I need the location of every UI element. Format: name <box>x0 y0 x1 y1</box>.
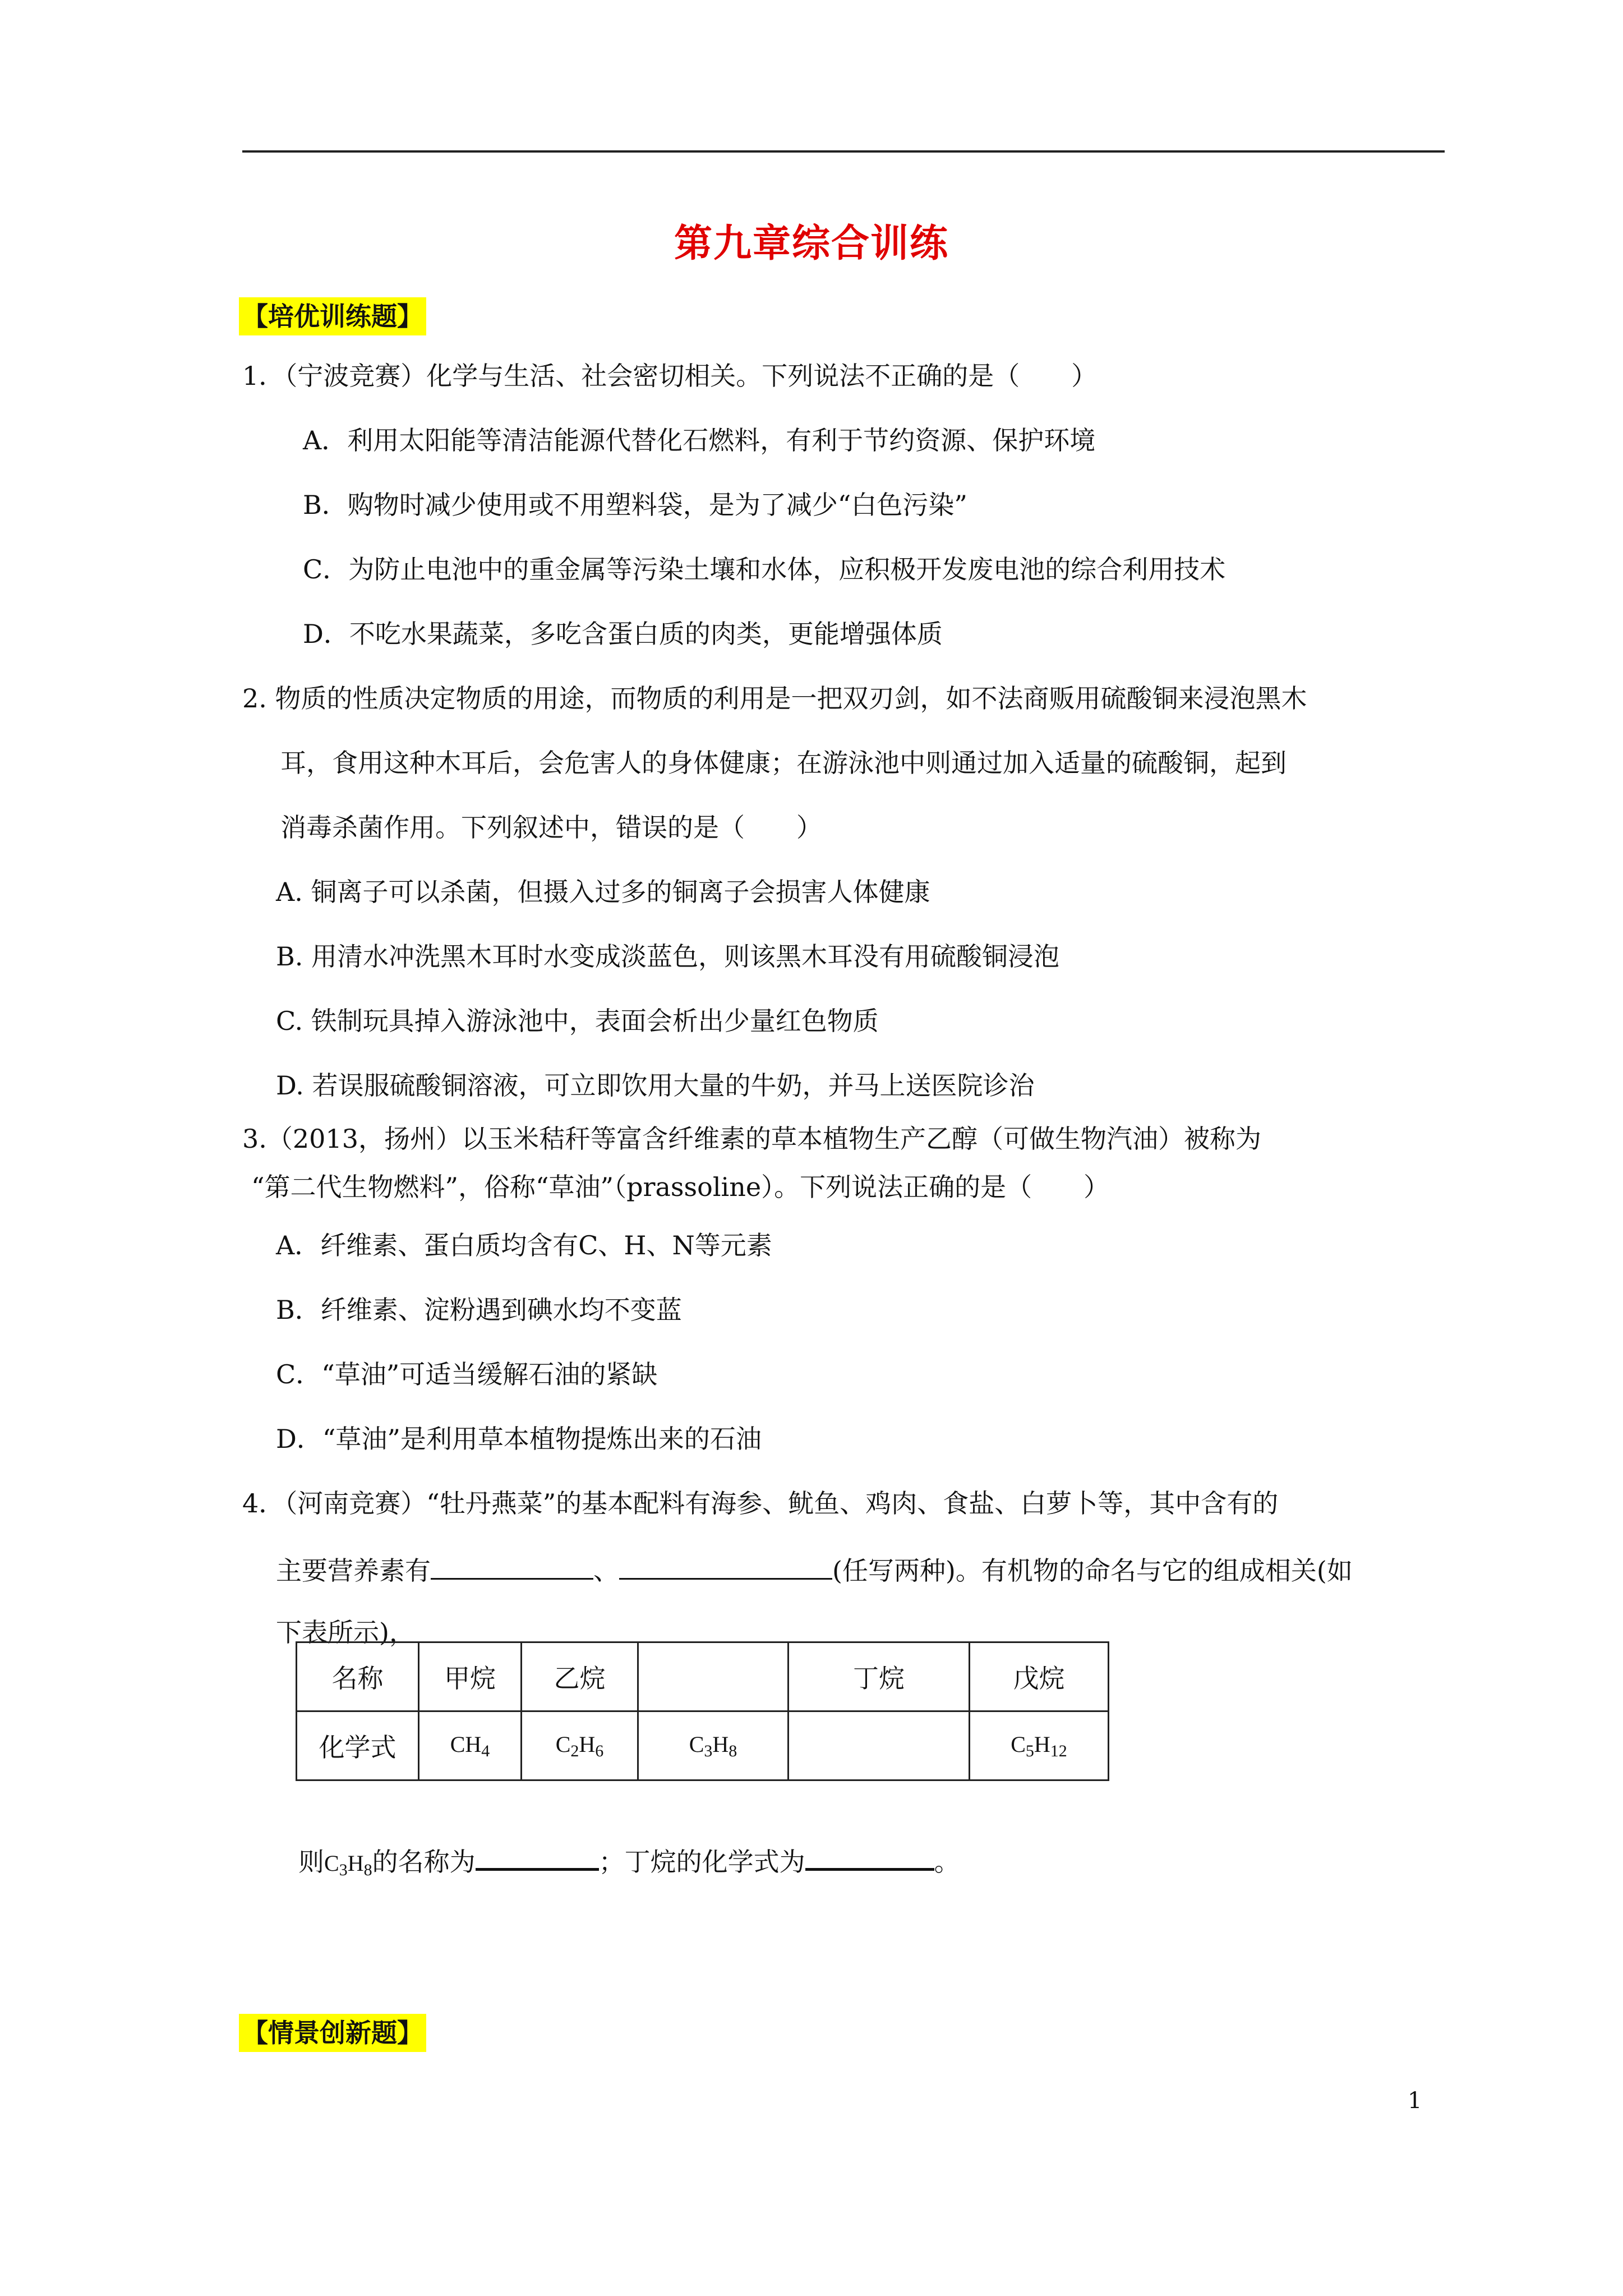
q3-option-c: C．“草油”可适当缓解石油的紧缺 <box>276 1359 658 1389</box>
q2-option-c: C. 铁制玩具掉入游泳池中，表面会析出少量红色物质 <box>276 1006 879 1036</box>
q4-stem-line1: 4．（河南竞赛）“牡丹燕菜”的基本配料有海参、鱿鱼、鸡肉、食盐、白萝卜等，其中含有的 <box>242 1488 1279 1519</box>
fill-middle: 的名称为 <box>372 1847 476 1877</box>
q1-option-a: A．利用太阳能等清洁能源代替化石燃料，有利于节约资源、保护环境 <box>303 425 1096 455</box>
table-cell: 乙烷 <box>522 1642 638 1711</box>
table-cell-empty <box>638 1642 789 1711</box>
q2-option-b: B. 用清水冲洗黑木耳时水变成淡蓝色，则该黑木耳没有用硫酸铜浸泡 <box>276 941 1060 972</box>
q1-option-b: B．购物时减少使用或不用塑料袋，是为了减少“白色污染” <box>303 490 967 520</box>
q4-stem-line2-end: (任写两种)。有机物的命名与它的组成相关(如 <box>832 1556 1353 1586</box>
table-cell-empty <box>789 1711 970 1780</box>
fill-separator: ；丁烷的化学式为 <box>598 1847 805 1877</box>
formula-c3h8: $C_3H_8$ <box>638 1711 789 1780</box>
answer-blank-c3h8-name[interactable] <box>476 1841 599 1871</box>
header-rule <box>242 150 1445 153</box>
page-title: 第九章综合训练 <box>674 221 949 266</box>
q4-fill-line <box>298 1841 960 1887</box>
answer-blank-nutrient-2[interactable] <box>619 1551 832 1580</box>
formula-c2h6: $C_2H_6$ <box>522 1711 638 1780</box>
q4-stem-line2-separator: 、 <box>593 1556 619 1586</box>
q2-stem-line3: 消毒杀菌作用。下列叙述中，错误的是（ ） <box>280 812 822 843</box>
table-row <box>297 1642 1109 1711</box>
answer-blank-butane-formula[interactable] <box>805 1841 934 1871</box>
table-cell: 名称 <box>297 1642 419 1711</box>
answer-blank-nutrient-1[interactable] <box>431 1551 593 1580</box>
table-row <box>297 1711 1109 1780</box>
q3-option-a: A．纤维素、蛋白质均含有C、H、N等元素 <box>276 1230 772 1260</box>
alkane-table <box>296 1641 1109 1781</box>
formula-ch4: $CH_4$ <box>419 1711 522 1780</box>
formula-c3h8-inline: $C_3H_8$ <box>324 1851 372 1879</box>
q3-option-d: D．“草油”是利用草本植物提炼出来的石油 <box>276 1424 762 1454</box>
table-cell: 甲烷 <box>419 1642 522 1711</box>
q2-option-a: A. 铜离子可以杀菌，但摄入过多的铜离子会损害人体健康 <box>276 877 930 907</box>
q3-option-b: B．纤维素、淀粉遇到碘水均不变蓝 <box>276 1295 682 1325</box>
section-heading-scenario: 【情景创新题】 <box>239 2014 426 2052</box>
page-number: 1 <box>1408 2088 1422 2114</box>
table-cell: 戊烷 <box>970 1642 1109 1711</box>
fill-end: 。 <box>934 1847 960 1877</box>
q4-stem-line2-start: 主要营养素有 <box>276 1556 431 1586</box>
q2-stem-line1: 2. 物质的性质决定物质的用途，而物质的利用是一把双刃剑，如不法商贩用硫酸铜来浸泡黑木 <box>242 683 1307 714</box>
q1-option-c: C．为防止电池中的重金属等污染土壤和水体，应积极开发废电池的综合利用技术 <box>303 554 1226 585</box>
q1-stem: 1．（宁波竞赛）化学与生活、社会密切相关。下列说法不正确的是（ ） <box>242 361 1098 391</box>
q2-stem-line2: 耳，食用这种木耳后，会危害人的身体健康；在游泳池中则通过加入适量的硫酸铜，起到 <box>280 748 1287 778</box>
q3-stem-line1: 3.（2013，扬州）以玉米秸秆等富含纤维素的草本植物生产乙醇（可做生物汽油）被称为 <box>242 1124 1261 1154</box>
q4-stem-line2 <box>276 1551 1353 1588</box>
fill-prefix: 则 <box>298 1847 324 1877</box>
q1-option-d: D．不吃水果蔬菜，多吃含蛋白质的肉类，更能增强体质 <box>303 619 943 649</box>
table-cell: 丁烷 <box>789 1642 970 1711</box>
table-cell: 化学式 <box>297 1711 419 1780</box>
q2-option-d: D. 若误服硫酸铜溶液，可立即饮用大量的牛奶，并马上送医院诊治 <box>276 1070 1035 1101</box>
q3-stem-line2: “第二代生物燃料”，俗称“草油”（prassoline）。下列说法正确的是（ ） <box>251 1172 1110 1202</box>
formula-c5h12: $C_5H_{12}$ <box>970 1711 1109 1780</box>
section-heading-training: 【培优训练题】 <box>239 297 426 335</box>
q4-stem-line3: 下表所示)， <box>276 1617 415 1648</box>
